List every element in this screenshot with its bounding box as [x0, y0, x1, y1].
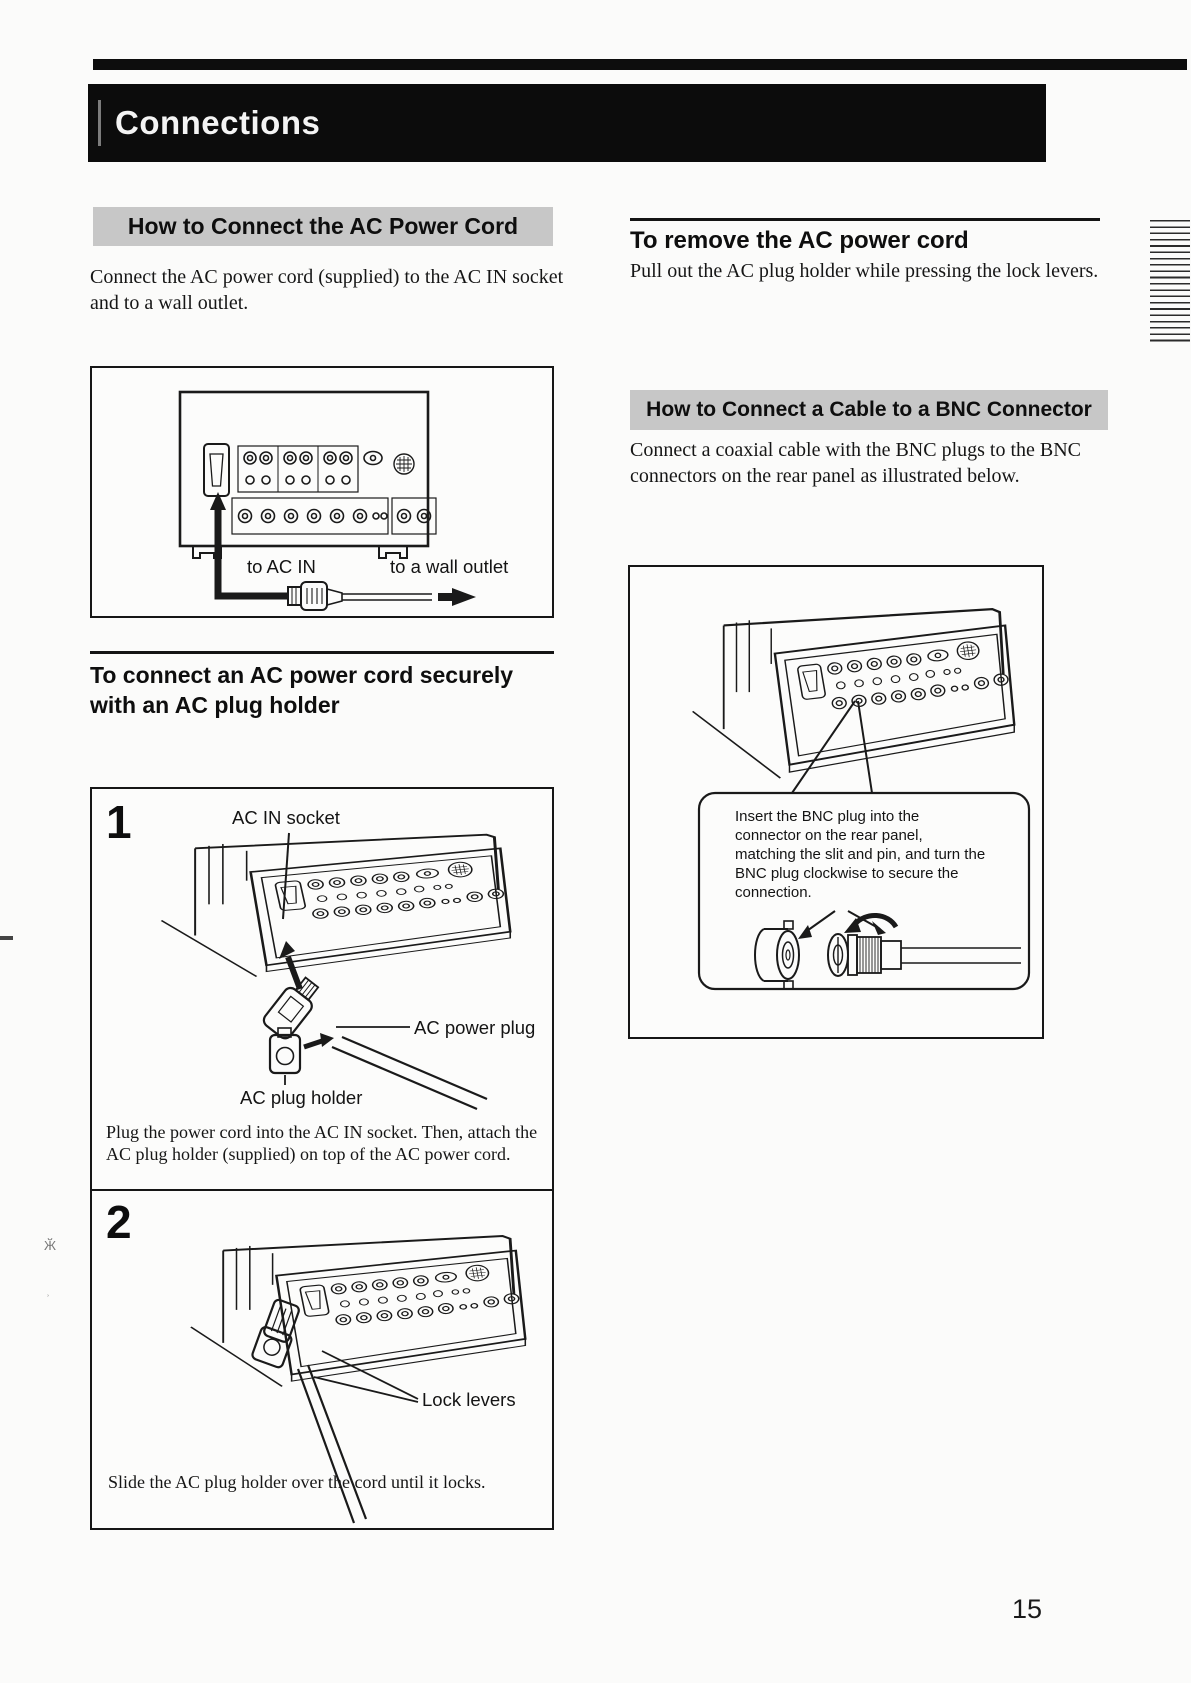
- step2-number: 2: [106, 1196, 132, 1248]
- figure-bnc-connection: [628, 565, 1044, 1039]
- page-number: 15: [1012, 1594, 1043, 1624]
- bnc-callout-text: Insert the BNC plug into the connector on the rear panel, matching the slit and pin, and turn the BNC plug clockwise to secure the connection.: [735, 808, 986, 901]
- scan-speck: Ӂ: [44, 1238, 57, 1253]
- heading-connect-securely: [90, 660, 560, 720]
- figure-step2-slide-holder: [90, 1189, 554, 1530]
- chapter-title-bar: [88, 84, 1046, 162]
- paragraph-connect-bnc: Connect a coaxial cable with the BNC plugs to the BNC connectors on the rear panel as illustrated below.: [630, 439, 1082, 487]
- heading-connect-ac-power-cord: How to Connect the AC Power Cord: [93, 207, 553, 246]
- scan-speck: ʾ: [46, 1292, 50, 1306]
- label-ac-power-plug: AC power plug: [414, 1017, 536, 1038]
- page-title: Connections: [115, 104, 321, 141]
- figure-ac-power-cord: [90, 366, 554, 618]
- label-to-ac-in: to AC IN: [247, 556, 316, 577]
- paragraph-remove-ac: Pull out the AC plug holder while pressing the lock levers.: [630, 260, 1099, 282]
- label-to-wall-outlet: to a wall outlet: [390, 556, 509, 577]
- section-rule: [630, 218, 1100, 221]
- label-lock-levers: Lock levers: [422, 1389, 516, 1410]
- margin-mark: [0, 936, 13, 940]
- heading-connect-securely-line1: To connect an AC power cord securely: [90, 662, 514, 688]
- label-ac-in-socket: AC IN socket: [232, 807, 340, 828]
- heading-connect-securely-line2: with an AC plug holder: [90, 692, 340, 718]
- step1-instructions: Plug the power cord into the AC IN socket. Then, attach the AC plug holder (supplied) on top of the AC power cord.: [106, 1122, 538, 1164]
- heading-remove-ac-power-cord: To remove the AC power cord: [630, 227, 969, 254]
- label-ac-plug-holder: AC plug holder: [240, 1087, 363, 1108]
- step2-instructions: Slide the AC plug holder over the cord until it locks.: [108, 1472, 486, 1492]
- step1-number: 1: [106, 796, 132, 848]
- rear-panel-front-view-drawing: [92, 368, 552, 616]
- thumb-index-stripes: [1150, 220, 1190, 346]
- paragraph-connect-ac: Connect the AC power cord (supplied) to the AC IN socket and to a wall outlet.: [90, 266, 564, 314]
- figure-step1-attach-holder: [90, 787, 554, 1193]
- bnc-drawing: [630, 567, 1042, 1037]
- heading-connect-bnc: How to Connect a Cable to a BNC Connector: [630, 390, 1108, 430]
- section-rule: [90, 651, 554, 654]
- title-bar-notch: [98, 100, 101, 146]
- scan-edge-strip: [93, 59, 1187, 70]
